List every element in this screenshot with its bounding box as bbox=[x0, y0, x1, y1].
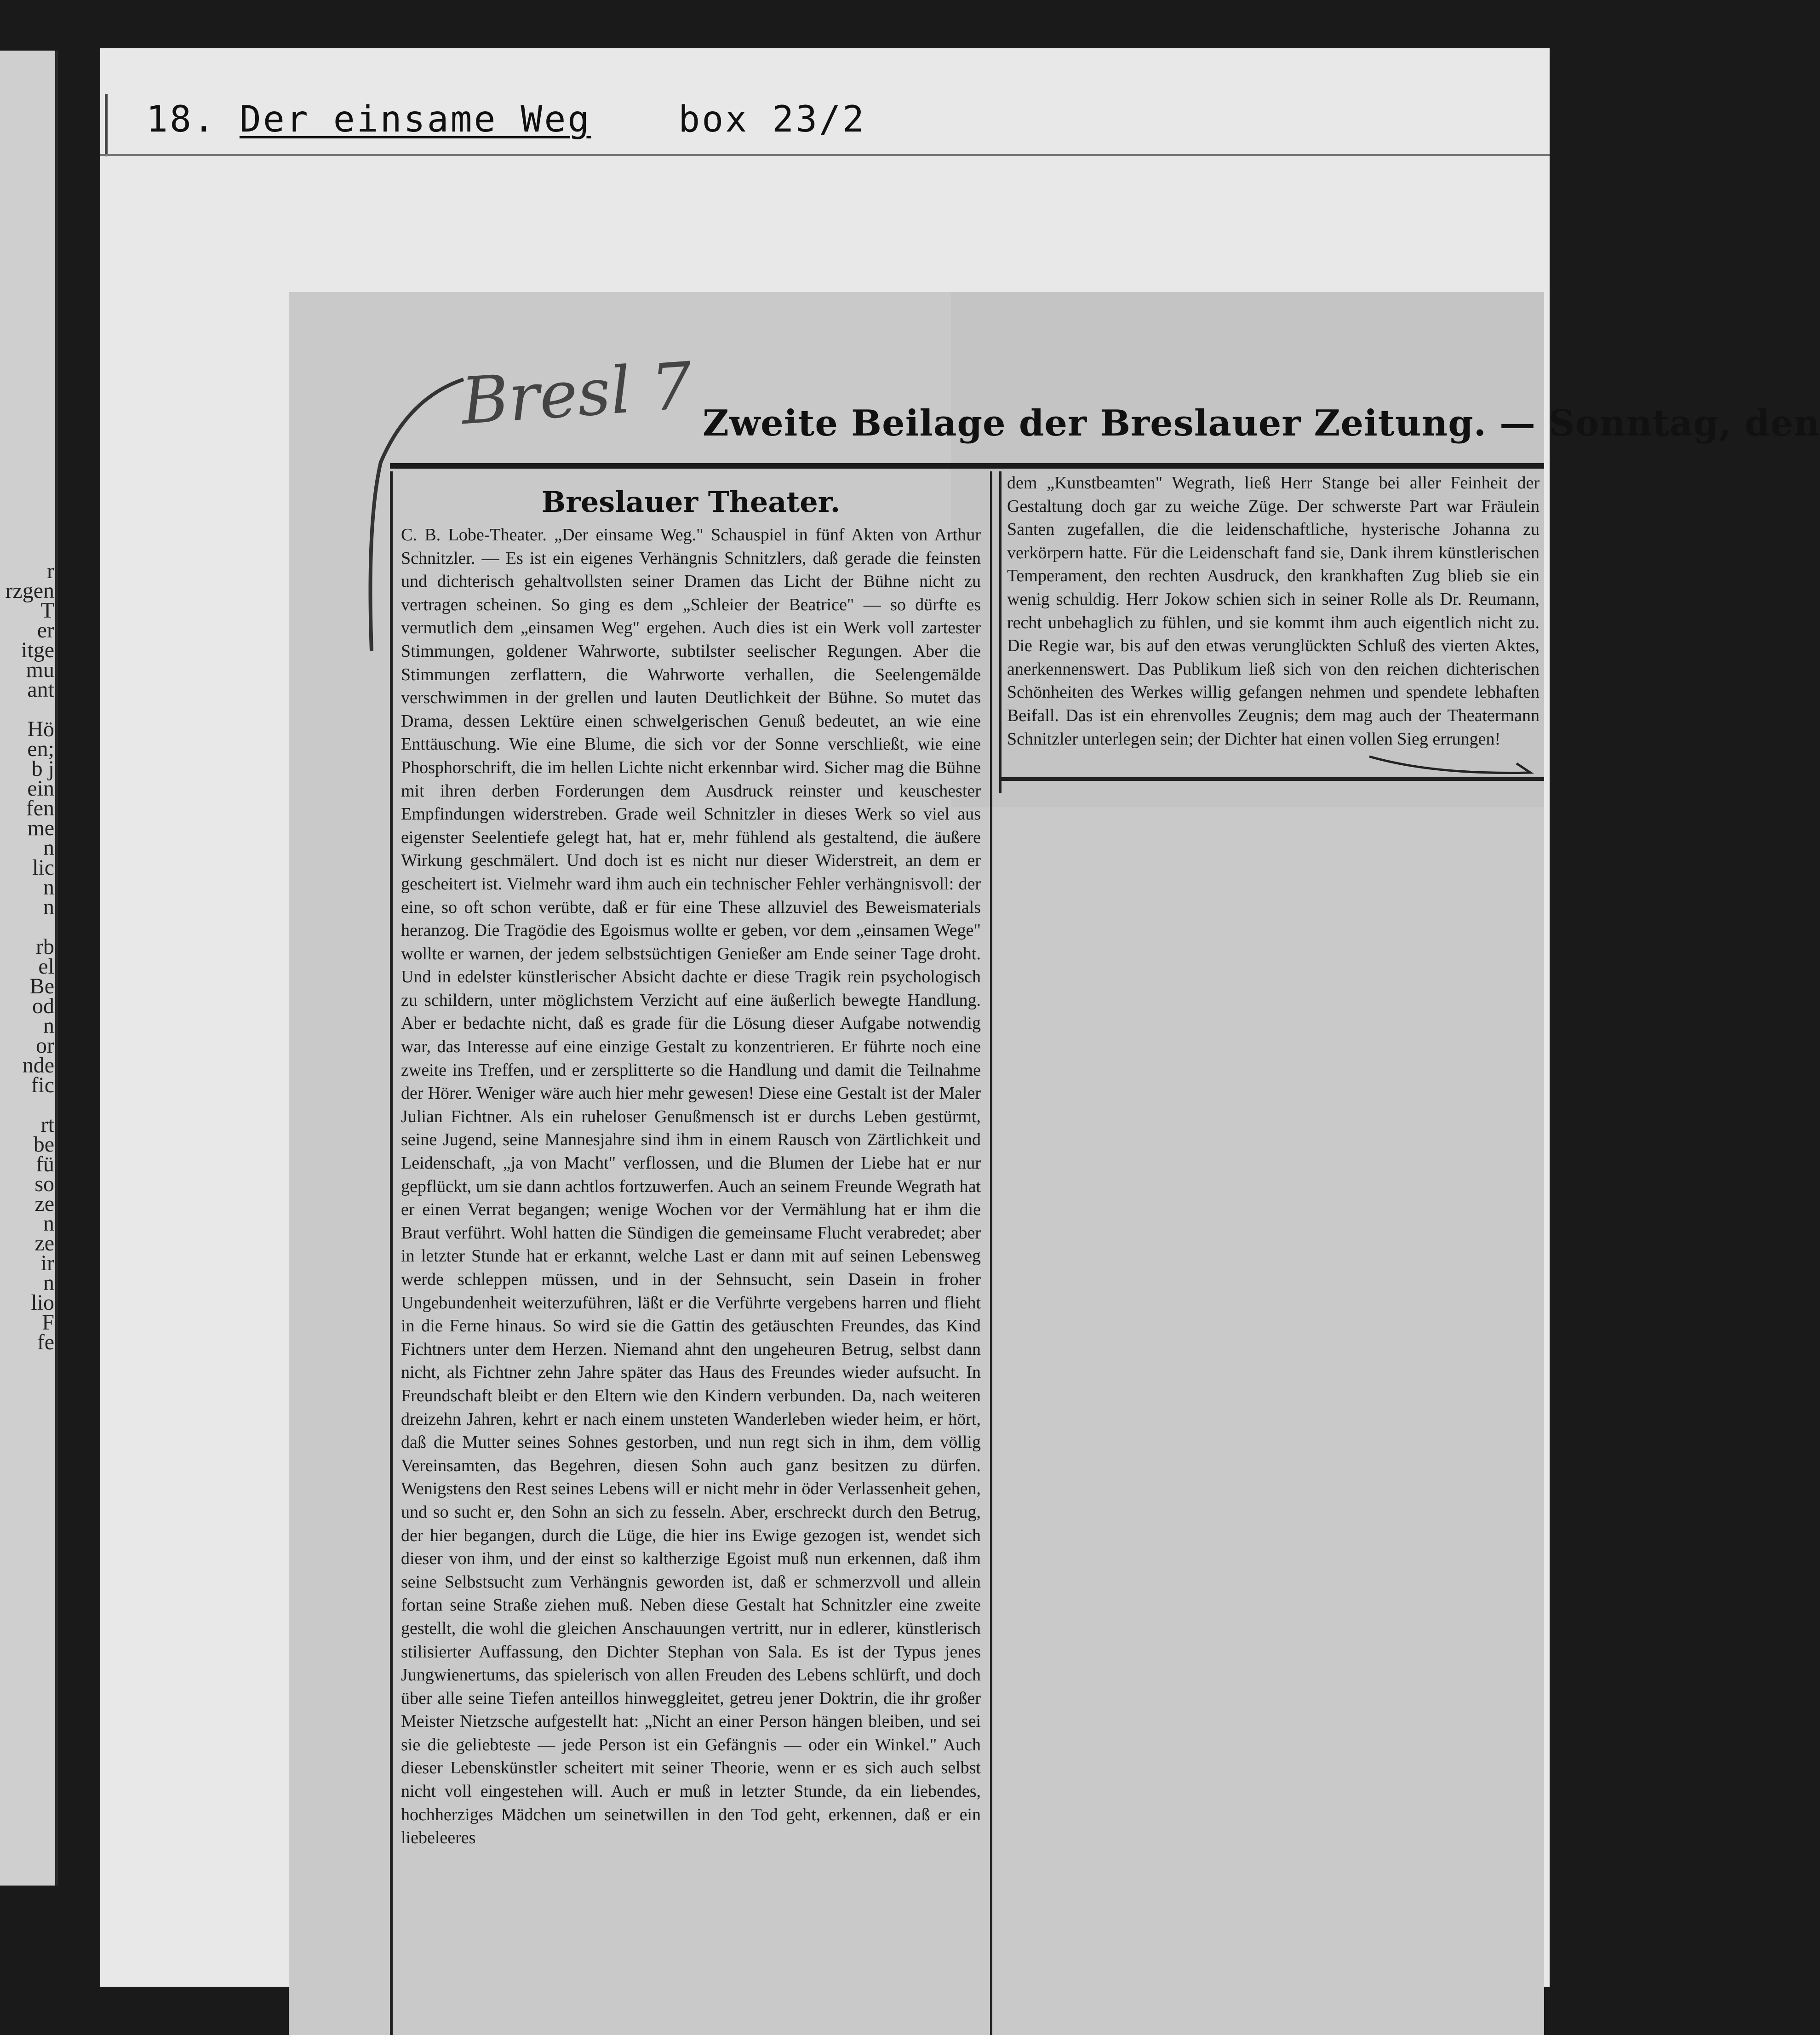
section-title: Breslauer Theater. bbox=[541, 485, 841, 519]
right-column-bottom-rule bbox=[999, 777, 1544, 781]
archive-card bbox=[100, 48, 1820, 1987]
article-column-right bbox=[999, 471, 1544, 793]
newspaper-clipping bbox=[289, 292, 1820, 2035]
card-corner-mark bbox=[105, 94, 108, 156]
card-number: 18. bbox=[146, 99, 217, 140]
article-paragraph-continued: dem „Kunstbeamten" Wegrath, ließ Herr Stange bei aller Feinheit der Gestaltung doch gar zu weiche Züge. Der schwerste Part war Fräulein Santen zugefallen, die die leidenschaftliche, hysterische Johanna zu verkörpern hatte. Für die Leidenschaft fand sie, Dank ihrem künstlerischen Temperament, den rechten Ausdruck, den krankhaften Zug blieb sie ein wenig schuldig. Herr Jokow schien sich in seiner Rolle als Dr. Reumann, recht unbehaglich zu fühlen, und sie kommt ihm auch eigentlich nicht zu. Die Regie war, bis auf den etwas verunglückten Schluß des vierten Aktes, anerkennenswert. Das Publikum ließ sich von den reichen dichterischen Schönheiten des Werkes willig gefangen nehmen und spendete lebhaften Beifall. Das ist ein ehrenvolles Zeugnis; dem mag auch der Theatermann Schnitzler unterlegen sein; der Dichter hat einen vollen Sieg errungen! bbox=[1007, 473, 1540, 749]
card-header-divider bbox=[100, 154, 1550, 156]
card-title: Der einsame Weg bbox=[239, 99, 591, 140]
newspaper-masthead: Zweite Beilage der Breslauer Zeitung. — Sonntag, den bbox=[703, 402, 1820, 444]
card-label bbox=[146, 99, 866, 140]
adjacent-card-edge bbox=[0, 51, 58, 1886]
article-paragraph: C. B. Lobe-Theater. „Der einsame Weg." Schauspiel in fünf Akten von Arthur Schnitzler. — Es ist ein eigenes Verhängnis Schnitzlers, daß gerade die feinsten und dichterisch gehaltvollsten seiner Dramen das Licht der Bühne nicht zu vertragen scheinen. So ging es dem „Schleier der Beatrice" — so dürfte es vermutlich dem „einsamen Weg" ergehen. Auch dies ist ein Werk voll zartester Stimmungen, goldener Wahrworte, subtilster seelischer Regungen. Aber die Stimmungen zerflattern, die Wahrworte verhallen, die Seelengemälde verschwimmen in der grellen und lauten Deutlichkeit der Bühne. So mutet das Drama, dessen Lektüre einen schwelgerischen Genuß bedeutet, an wie eine Enttäuschung. Wie eine Blume, die sich vor der Sonne verschließt, wie eine Phosphorschrift, die im hellen Lichte nicht erkennbar wird. Sicher mag die Bühne mit ihren derben Forderungen dem Ausdruck reinster und keuschester Empfindungen widerstreben. Grade weil Schnitzler in dieses Werk so viel aus eigenster Seelentiefe gelegt hat, hat er, mehr fühlend als gestaltend, die äußere Wirkung geschmälert. Und doch ist es nicht nur dieser Widerstreit, an dem er gescheitert ist. Vielmehr ward ihm auch ein technischer Fehler verhängnisvoll: der eine, so oft schon verübte, daß er für eine These allzuviel des Beweismaterials heranzog. Die Tragödie des Egoismus wollte er geben, vor dem „einsamen Wege" wollte er warnen, der jedem selbstsüchtigen Genießer am Ende seiner Tage droht. Und in edelster künstlerischer Absicht dachte er diese Tragik rein psychologisch zu schildern, unter möglichstem Verzicht auf eine äußerlich bewegte Handlung. Aber er bedachte nicht, daß es grade für die Lösung dieser Aufgabe notwendig war, das Interesse auf eine einzige Gestalt zu konzentrieren. Er führte noch eine zweite ins Treffen, und er zersplitterte so die Handlung und damit die Teilnahme der Hörer. Weniger wäre auch hier mehr gewesen! Diese eine Gestalt ist der Maler Julian Fichtner. Als ein ruheloser Genußmensch ist er durchs Leben gestürmt, seine Jugend, seine Mannesjahre sind ihm in einem Rausch von Zärtlichkeit und Leidenschaft, „ja von Macht" verflossen, und die Blumen der Liebe hat er nur gepflückt, um sie dann achtlos fortzuwerfen. Auch an seinem Freunde Wegrath hat er einen Verrat begangen; wenige Wochen vor der Vermählung hat er ihm die Braut verführt. Wohl hatten die Sündigen die gemeinsame Flucht verabredet; aber in letzter Stunde hat er erkannt, welche Last er dann mit auf seinen Lebensweg werde schleppen müssen, und in der Sehnsucht, sein Dasein in froher Ungebundenheit weiterzuführen, läßt er die Verführte vergebens harren und flieht in die Ferne hinaus. So wird sie die Gattin des getäuschten Freundes, das Kind Fichtners unter dem Herzen. Niemand ahnt den ungeheuren Betrug, selbst dann nicht, als Fichtner zehn Jahre später das Haus des Freundes wieder aufsucht. In Freundschaft bleibt er den Eltern wie den Kindern verbunden. Da, nach weiteren dreizehn Jahren, kehrt er nach einem unsteten Wanderleben wieder heim, er hört, daß die Mutter seines Sohnes gestorben, und nun regt sich in ihm, dem völlig Vereinsamten, das Begehren, diesen Sohn auch ganz besitzen zu dürfen. Wenigstens den Rest seines Lebens will er nicht mehr in öder Verlassenheit gehen, und so sucht er, den Sohn an sich zu fesseln. Aber, erschreckt durch den Betrug, der hier begangen, durch die Lüge, die hier ins Ewige gezogen ist, wendet sich dieser von ihm, und der einst so kaltherzige Egoist muß nun erkennen, daß ihm seine Selbstsucht zum Verhängnis geworden ist, daß er schmerzvoll und allein fortan seine Straße ziehen muß. Neben diese Gestalt hat Schnitzler eine zweite gestellt, die wohl die gleichen Anschauungen vertritt, nur in edlerer, künstlerisch stilisierter Auffassung, den Dichter Stephan von Sala. Es ist der Typus jenes Jungwienertums, das spielerisch von allen Freuden des Lebens schlürft, und doch über alle seine Tiefen anteillos hinweggleitet, getreu jener Doktrin, die ihr großer Meister Nietzsche aufgestellt hat: „Nicht an einer Person hängen bleiben, und sei sie die geliebteste — jede Person ist ein Gefängnis — oder ein Winkel." Auch dieser Lebenskünstler scheitert mit seiner Theorie, wenn er es sich auch selbst nicht voll eingestehen will. Auch er muß in letzter Stunde, da ein liebendes, hochherziges Mädchen um seinetwillen in den Tod geht, erkennen, daß er ein liebeleeres bbox=[401, 525, 981, 1848]
handwritten-note: Bresl 7 bbox=[458, 348, 695, 440]
card-box-reference: box 23/2 bbox=[678, 99, 866, 140]
ending-flourish bbox=[1365, 752, 1540, 780]
masthead-rule bbox=[390, 463, 1544, 469]
article-column-left bbox=[390, 471, 992, 2035]
adjacent-card-text-fragments: r rzgen T er itge mu ant Hö en; b j ein fen me n lic n n rb el Be od n or nde fic rt be fü so ze n ze ir n lio F fe bbox=[5, 559, 54, 1354]
